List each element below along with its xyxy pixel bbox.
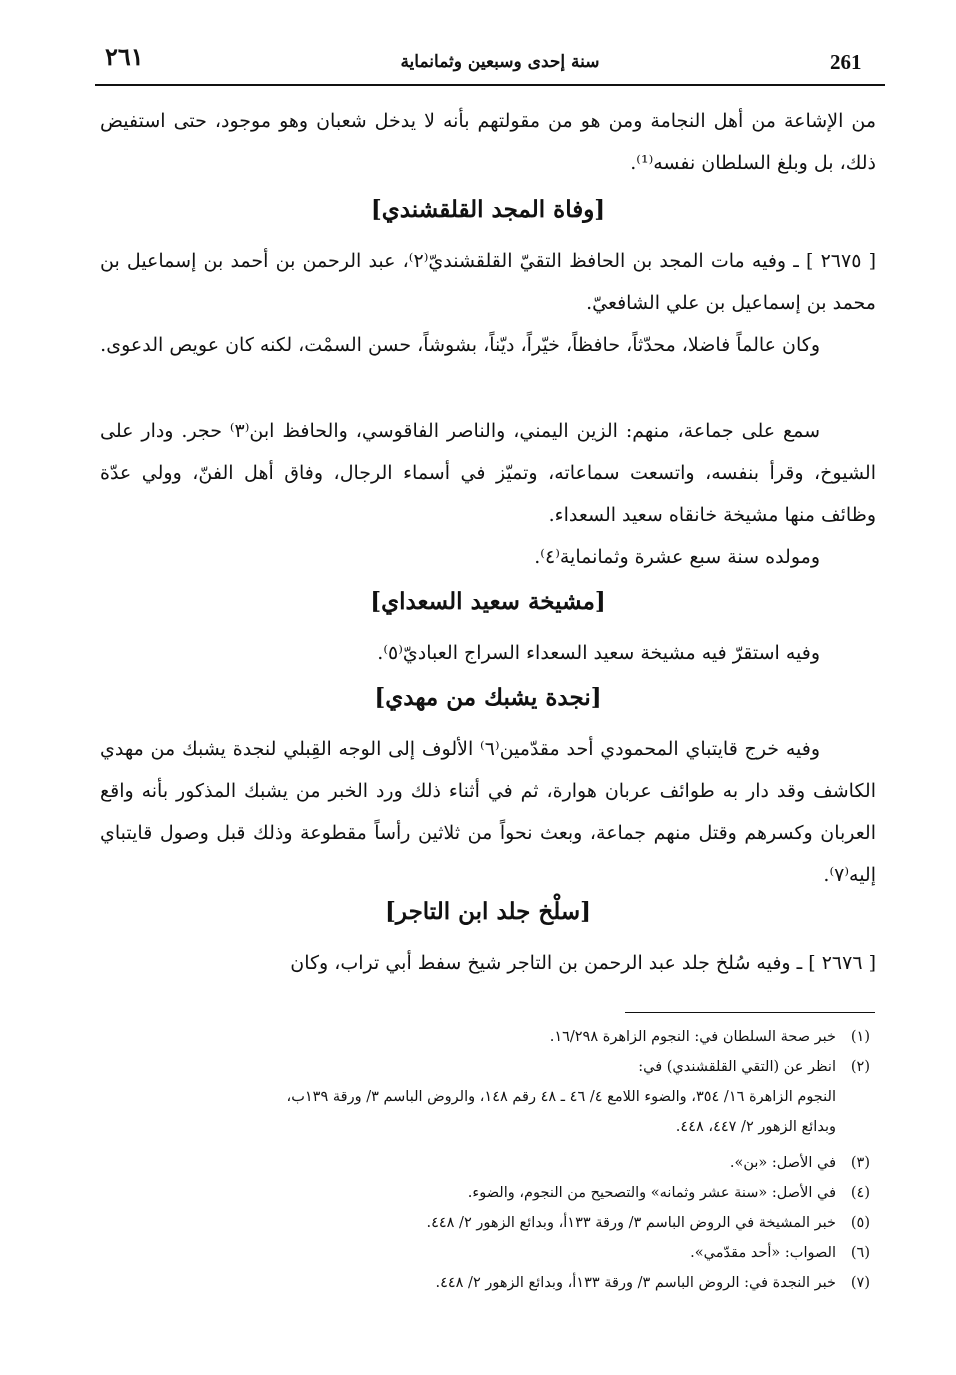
page-number-latin: 261: [830, 50, 862, 74]
heading-salkh: [سلْخ جلد ابن التاجر]: [385, 898, 591, 925]
footnote-4: (٤)في الأصل: «سنة عشر وثمانه» والتصحيح من النجوم، والضوء.: [467, 1185, 870, 1201]
footnote-6: (٦)الصواب: «أحد مقدّمي».: [690, 1245, 870, 1261]
heading-wafat-al-majd: [وفاة المجد القلقشندي]: [370, 196, 606, 223]
entry-2676: [ ٢٦٧٦ ] ـ وفيه سُلخ جلد عبد الرحمن بن التاجر شيخ سفط أبي تراب، وكان: [290, 952, 876, 974]
paragraph-1: من الإشاعة من أهل النجامة ومن هو من مقولتهم بأنه لا يدخل شعبان وهو موجود، حتى استفيض ذلك، بل وبلغ السلطان نفسه⁽¹⁾.: [100, 110, 876, 174]
footnote-rule: [625, 1012, 875, 1013]
entry-2675: [ ٢٦٧٥ ] ـ وفيه مات المجد بن الحافظ التقيّ القلقشنديّ⁽٢⁾، عبد الرحمن بن أحمد بن إسماعيل بن محمد بن إسماعيل بن علي الشافعيّ.: [100, 250, 877, 314]
paragraph-birth: ومولده سنة سبع عشرة وثمانماية⁽٤⁾.: [534, 546, 820, 568]
footnote-7: (٧)خبر النجدة في: الروض الباسم ٣/ ورقة ١٣٣أ، وبدائع الزهور ٢/ ٤٤٨.: [435, 1275, 870, 1291]
footnote-1: (١)خبر صحة السلطان في: النجوم الزاهرة ١٦/٢٩٨.: [549, 1029, 870, 1045]
footnote-2-continued: النجوم الزاهرة ١٦/ ٣٥٤، والضوء اللامع ٤/ ٤٦ ـ ٤٨ رقم ١٤٨، والروض الباسم ٣/ ورقة ١٣٩ب،: [286, 1089, 836, 1105]
footnote-5: (٥)خبر المشيخة في الروض الباسم ٣/ ورقة ١٣٣أ، وبدائع الزهور ٢/ ٤٤٨.: [426, 1215, 870, 1231]
heading-mashyakha: [مشيخة سعيد السعداي]: [370, 588, 606, 615]
page-number-arabic: ٢٦١: [105, 42, 144, 71]
paragraph-najda: وفيه خرج قايتباي المحمودي أحد مقدّمين⁽٦⁾ الألوف إلى الوجه القِبلي لنجدة يشبك من مهدي الكاشف وقد دار به طوائف عربان هوارة، ثم في أثناء ذلك ورد الخبر من يشبك المذكور بأنه واقع العربان وكسرهم وقتل منهم جماعة، وبعث نحواً من ثلاثين رأساً مقطوعة وذلك قبل وصول قايتباي إليه⁽٧⁾.: [100, 738, 876, 886]
footnote-3: (٣)في الأصل: «بن».: [729, 1155, 870, 1171]
header-rule: [95, 84, 885, 86]
footnote-2-continued: وبدائع الزهور ٢/ ٤٤٧، ٤٤٨.: [675, 1119, 836, 1135]
paragraph-teachers: سمع على جماعة، منهم: الزين اليمني، والناصر الفاقوسي، والحافظ ابن⁽٣⁾ حجر. ودار على الشيوخ، وقرأ بنفسه، واتسعت سماعاته، وتميّز في أسماء الرجال، وفاق أهل الفنّ، وولي عدّة وظائف منها مشيخة خانقاه سعيد السعداء.: [100, 420, 877, 526]
heading-najda: [نجدة يشبك من مهدي]: [374, 684, 602, 711]
running-title: سنة إحدى وسبعين وثمانماية: [400, 52, 600, 72]
paragraph-mashyakha: وفيه استقرّ فيه مشيخة سعيد السعداء السراج العباديّ⁽٥⁾.: [377, 642, 820, 664]
paragraph-description: وكان عالماً فاضلا، محدّثاً، حافظاً، خيّراً، ديّناً، بشوشاً، حسن السمْت، لكنه كان عويص الدعوى.: [100, 334, 820, 356]
footnote-2: (٢)انظر عن (التقي القلقشندي) في:: [638, 1059, 870, 1075]
